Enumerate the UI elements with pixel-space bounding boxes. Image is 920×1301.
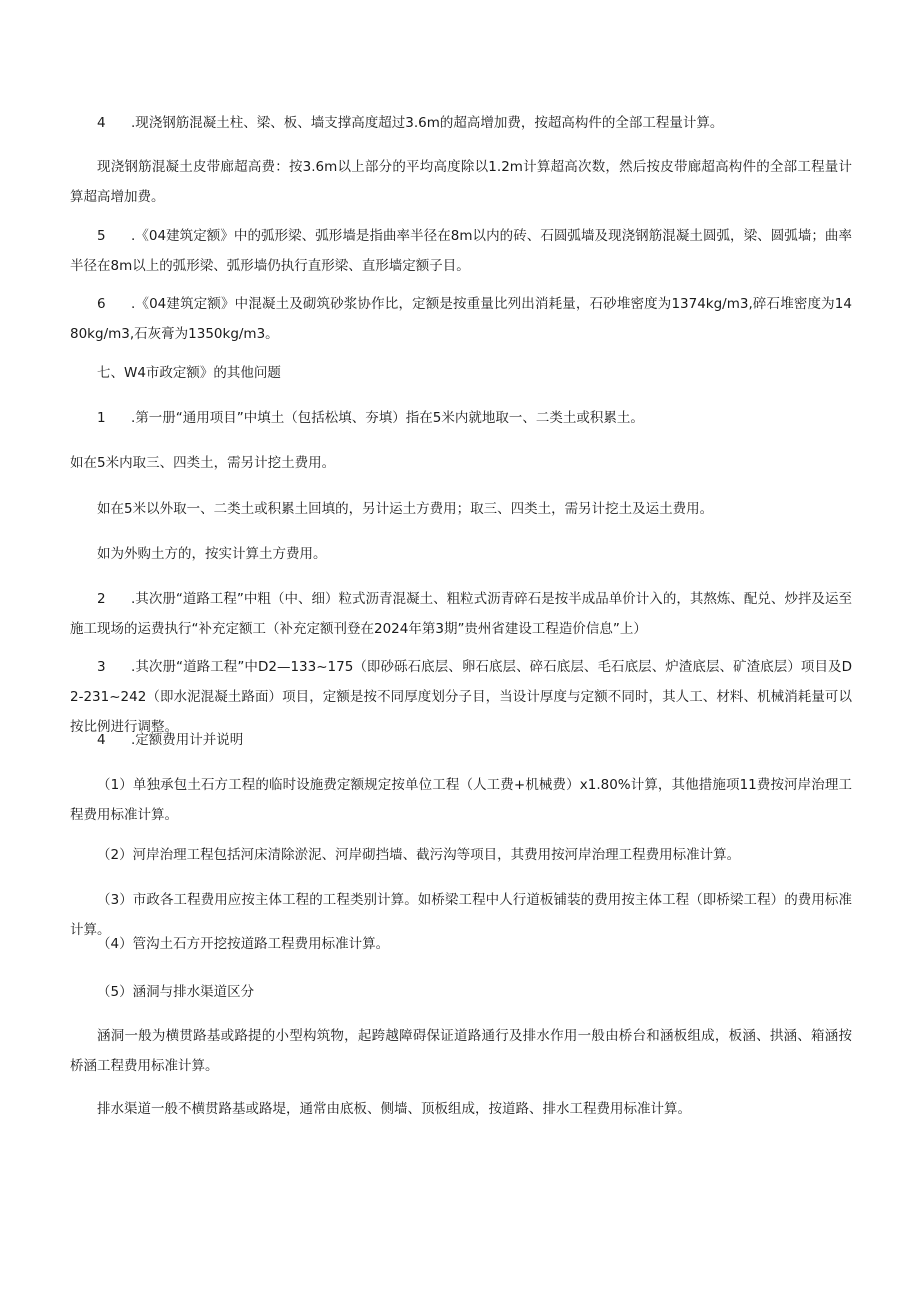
paragraph-text: （3）市政各工程费用应按主体工程的工程类别计算。如桥梁工程中人行道板铺装的费用按主体工程（即桥梁工程）的费用标准计算。 [70,892,852,938]
item-number: 1 [97,410,106,426]
section-heading-text: 七、W4市政定额》的其他问题 [97,365,281,381]
paragraph-belt-gallery [70,152,852,212]
item-number: 5 [97,228,106,244]
paragraph-purchased-soil [70,539,852,569]
item-number: 2 [97,591,106,607]
paragraph-text: 如为外购土方的，按实计算土方费用。 [97,546,327,562]
paragraph-text: .《04建筑定额》中的弧形梁、弧形墙是指曲率半径在8m以内的砖、石圆弧墙及现浇钢筋混凝土圆弧，梁、圆弧墙；曲率半径在8m以上的弧形梁、弧形墙仍执行直形梁、直形墙定额子目。 [70,228,852,274]
paragraph-fee-5 [70,977,852,1007]
paragraph-text: （4）管沟土石方开挖按道路工程费用标准计算。 [97,936,390,952]
paragraph-item-1-fill [70,403,852,433]
paragraph-text: .《04建筑定额》中混凝土及砌筑砂浆协作比，定额是按重量比列出消耗量，石砂堆密度为1374kg/m3,碎石堆密度为1480kg/m3,石灰膏为1350kg/m3。 [70,296,852,342]
paragraph-item-5-arc [70,221,852,281]
paragraph-text: .现浇钢筋混凝土柱、梁、板、墙支撑高度超过3.6m的超高增加费，按超高构件的全部工程量计算。 [131,115,724,131]
paragraph-text: 涵洞一般为横贯路基或路提的小型构筑物，起跨越障碍保证道路通行及排水作用一般由桥台和涵板组成，板涵、拱涵、箱涵按桥涵工程费用标准计算。 [70,1028,852,1074]
paragraph-text: （5）涵洞与排水渠道区分 [97,984,255,1000]
paragraph-text: .定额费用计并说明 [131,732,244,748]
paragraph-text: .其次册“道路工程”中粗（中、细）粒式沥青混凝土、粗粒式沥青碎石是按半成品单价计入的，其熬炼、配兑、炒拌及运至施工现场的运费执行“补充定额工（补充定额刊登在2024年第3期”贵州省建设工程造价信息”上） [70,591,852,637]
paragraph-item-6-mix-ratio [70,289,852,349]
paragraph-soil-outside [70,494,852,524]
paragraph-text: （2）河岸治理工程包括河床清除淤泥、河岸砌挡墙、截污沟等项目，其费用按河岸治理工程费用标准计算。 [97,847,741,863]
paragraph-text: 现浇钢筋混凝土皮带廊超高费：按3.6m以上部分的平均高度除以1.2m计算超高次数，然后按皮带廊超高构件的全部工程量计算超高增加费。 [70,159,852,205]
item-number: 6 [97,296,106,312]
paragraph-fee-1 [70,770,852,830]
paragraph-text: 如在5米内取三、四类土，需另计挖土费用。 [70,455,336,471]
paragraph-item-2-asphalt [70,584,852,644]
paragraph-drainage [70,1094,852,1124]
paragraph-item-4-supports [70,108,852,138]
item-number: 4 [97,732,106,748]
paragraph-soil-3-4 [70,448,852,478]
paragraph-text: .其次册“道路工程”中D2—133~175（即砂砾石底层、卵石底层、碎石底层、毛石底层、炉渣底层、矿渣底层）项目及D2-231~242（即水泥混凝土路面）项目，定额是按不同厚度划分子目，当设计厚度与定额不同时，其人工、材料、机械消耗量可以按比例进行调整。 [70,659,852,735]
paragraph-fee-2 [70,840,852,870]
paragraph-text: （1）单独承包土石方工程的临时设施费定额规定按单位工程（人工费+机械费）x1.80%计算，其他措施项11费按河岸治理工程费用标准计算。 [70,777,852,823]
paragraph-text: 排水渠道一般不横贯路基或路堤，通常由底板、侧墙、顶板组成，按道路、排水工程费用标准计算。 [97,1101,691,1117]
paragraph-text: .第一册“通用项目”中填土（包括松填、夯填）指在5米内就地取一、二类土或积累土。 [131,410,644,426]
paragraph-text: 如在5米以外取一、二类土或积累土回填的，另计运土方费用；取三、四类土，需另计挖土及运土费用。 [97,501,714,517]
paragraph-fee-4 [70,929,852,959]
paragraph-culvert [70,1021,852,1081]
item-number: 3 [97,659,106,675]
section-heading-7 [70,358,852,388]
item-number: 4 [97,115,106,131]
paragraph-item-4-fees [70,725,852,755]
